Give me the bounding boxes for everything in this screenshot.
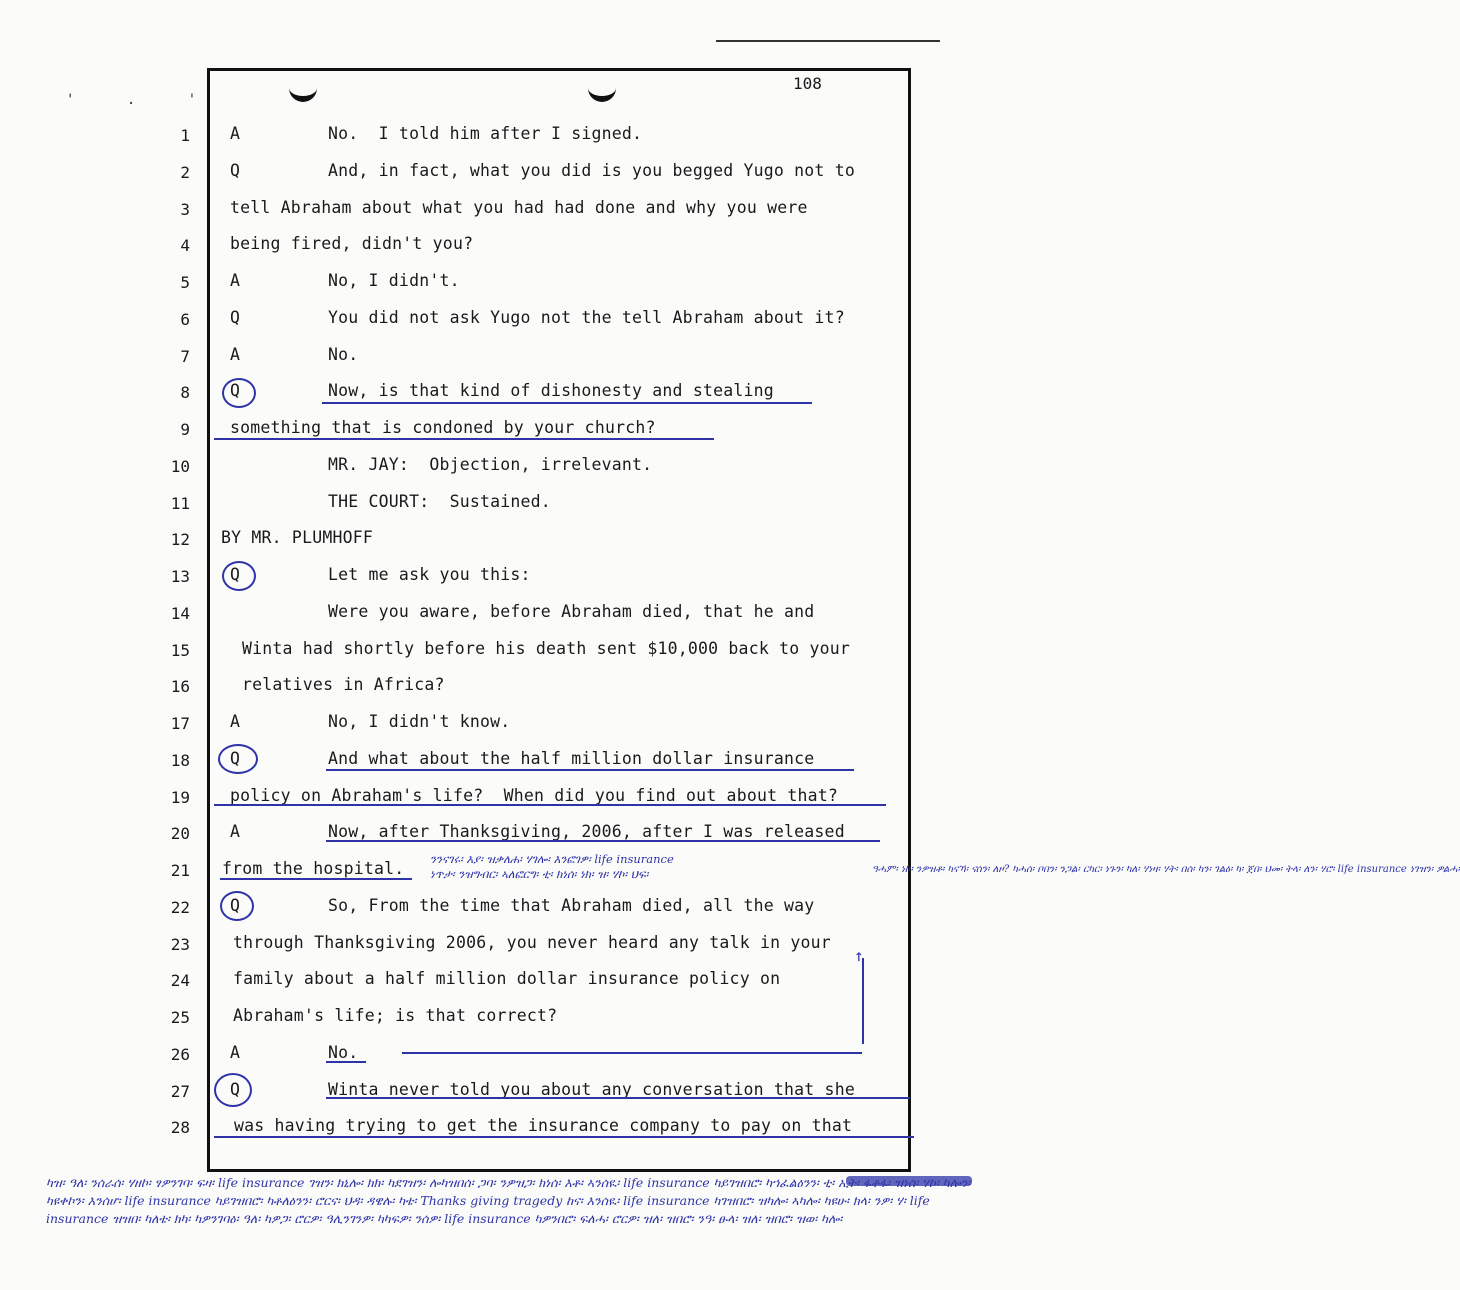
transcript-line-text: No. [328, 344, 359, 364]
q-circle-line-18 [218, 744, 258, 774]
transcript-line-text: No, I didn't. [328, 271, 460, 290]
underline-line-28 [214, 1136, 914, 1138]
underline-line-8 [322, 402, 812, 404]
speaker-marker: Q [230, 895, 241, 915]
line-number: 17 [170, 714, 190, 733]
up-arrow-icon: ↑ [854, 946, 864, 965]
line-number: 2 [180, 162, 190, 182]
transcript-line-text: You did not ask Yugo not the tell Abraham about it? [328, 307, 845, 327]
underline-line-26-short [326, 1061, 366, 1063]
transcript-line-text: BY MR. PLUMHOFF [221, 528, 374, 548]
line-number: 27 [170, 1081, 190, 1101]
transcript-line-text: was having trying to get the insurance company to pay on that [234, 1116, 853, 1136]
corner-marks: ' . ' [66, 92, 219, 108]
speaker-marker: A [230, 1042, 241, 1062]
underline-line-9 [214, 438, 714, 440]
q-circle-line-13 [222, 561, 256, 591]
transcript-line-text: Were you aware, before Abraham died, that he and [328, 601, 815, 621]
line-number: 23 [170, 934, 190, 954]
line-number: 28 [170, 1118, 190, 1138]
speaker-marker: Q [230, 565, 241, 584]
handwritten-margin-note: ዓሓም፡ ነኮ፡ ንዎዝቶ፡ ካናኻ፡ ናሰን፡ ለዞ? ካሓሰ፡ ቦበን፡ ንጋል፡ ርካር፡ ነጉን፡ ካለ፡ ሃነዛ፡ ሃት፡ በሰ፡ ካን፡ ገልዕ፡ ካ፡ ጀበ፡ ህመ፡ ትላ፡ ለን፡ ሃሮ፡ life insurance ነገዝን፡ ዎልሓ፡ [872, 864, 1460, 875]
transcript-line-text: family about a half million dollar insurance policy on [233, 969, 781, 989]
transcript-line-text: No. [328, 1042, 359, 1062]
line-number: 24 [170, 971, 190, 991]
line-number: 21 [170, 861, 190, 880]
underline-line-27 [326, 1097, 910, 1099]
transcript-line-text: Now, after Thanksgiving, 2006, after I was released [328, 822, 845, 842]
line-number: 11 [170, 493, 190, 513]
line-number: 9 [180, 420, 190, 439]
line-number: 18 [170, 750, 190, 770]
q-circle-line-8 [222, 378, 256, 408]
line-number: 1 [180, 126, 190, 145]
line-number: 13 [170, 567, 190, 586]
transcript-line-text: MR. JAY: Objection, irrelevant. [328, 454, 653, 474]
transcript-line-text: policy on Abraham's life? When did you find out about that? [230, 785, 839, 805]
underline-line-19 [214, 804, 886, 806]
handwritten-bottom-note: ካዝ፡ ዓለ፡ ንሰራሰ፡ ሃዘኮ፡ ፃዎንገባ፡ ፍዛ፡ life insurance ገዝን፡ ክኒሎ፡ ክክ፡ ካደገዝን፡ ሎካዝበሰ፡ ጋባ፡ ንዎዝጋ፡ ክነሰ፡ እቶ፡ ኣንሰዪ፡ life insurance ካይገዝበሮ፡ ካኀፈልዕንን፡ ቲ፡ ኢት፡ ፋቶፋ፡ ዝነሰ፡ ሃኮ፡ ካሎን፡ ካዩቀኮን፡ እንሰሆ፡ life insurance ካይገዝበሮ፡ ካቶለዕንን፡ ሮርና፡ ህዳ፡ ዳዌሉ፡ ካቴ፡ Thanks giving tragedy ከና፡ እንሰዪ፡ life insurance ካገዝበሮ፡ ዝካሎ፡ ኣካሎ፡ ካዩሁ፡ ክላ፡ ንዎ፡ ሃ፡ life insurance ዝዝበ፡ ካለቴ፡ ክካ፡ ካዎንገባዕ፡ ዓለ፡ ካዎጋ፡ ሮርዎ፡ ዓሊንገንዎ፡ ካካፍዎ፡ ንሰዎ፡ life insurance ካዎንበሮ፡ ፍለሓ፡ ሮርዎ፡ ዝለ፡ ዝበሮ፡ ንዓ፡ ፁላ፡ ዝለ፡ ዝበሮ፡ ዝወ፡ ካሎ፡ [46, 1175, 971, 1226]
transcript-line-text: Winta never told you about any conversation that she [328, 1079, 855, 1099]
line-number: 7 [180, 346, 190, 366]
transcript-line-text: Winta had shortly before his death sent $10,000 back to your [242, 638, 851, 658]
line-number: 19 [170, 787, 190, 807]
line-number: 15 [170, 640, 190, 660]
underline-line-18 [326, 769, 854, 771]
transcript-line-text: THE COURT: Sustained. [328, 491, 551, 511]
underline-line-21 [220, 878, 412, 880]
transcript-line-text: tell Abraham about what you had had done and why you were [230, 197, 808, 217]
line-number: 6 [180, 309, 190, 329]
transcript-line-text: And what about the half million dollar insurance [328, 748, 815, 768]
speaker-marker: A [230, 344, 241, 364]
line-number: 4 [180, 236, 190, 256]
transcript-line-text: through Thanksgiving 2006, you never heard any talk in your [233, 932, 831, 952]
transcript-line-text: something that is condoned by your church? [230, 418, 656, 437]
top-right-rule [716, 40, 940, 42]
page-number: 108 [793, 74, 822, 93]
arrow-shaft [862, 958, 864, 1044]
transcript-line-text: No. I told him after I signed. [328, 124, 643, 143]
speaker-marker: A [230, 271, 241, 290]
speaker-marker: Q [230, 748, 241, 768]
speaker-marker: A [230, 822, 241, 842]
transcript-line-text: Let me ask you this: [328, 565, 531, 584]
transcript-line-text: So, From the time that Abraham died, all the way [328, 895, 815, 915]
line-number: 12 [170, 530, 190, 550]
line-number: 14 [170, 603, 190, 623]
q-circle-line-22 [220, 891, 254, 921]
line-number: 5 [180, 273, 190, 292]
speaker-marker: Q [230, 1079, 241, 1099]
speaker-marker: Q [230, 160, 241, 180]
speaker-marker: A [230, 124, 241, 143]
transcript-line-text: relatives in Africa? [242, 675, 445, 695]
transcript-line-text: from the hospital. [222, 859, 405, 878]
speaker-marker: Q [230, 307, 241, 327]
line-number: 25 [170, 1008, 190, 1027]
line-number: 10 [170, 456, 190, 476]
line-number: 22 [170, 897, 190, 917]
transcript-line-text: No, I didn't know. [328, 712, 511, 731]
transcript-line-text: being fired, didn't you? [230, 234, 474, 254]
transcript-line-text: Abraham's life; is that correct? [233, 1006, 558, 1025]
q-circle-line-27 [214, 1073, 252, 1107]
transcript-line-text: Now, is that kind of dishonesty and stealing [328, 381, 774, 401]
transcript-line-text: And, in fact, what you did is you begged Yugo not to [328, 160, 855, 180]
underline-line-26-long [402, 1052, 862, 1054]
line-number: 26 [170, 1044, 190, 1064]
line-number: 20 [170, 824, 190, 844]
speaker-marker: A [230, 712, 241, 731]
handwritten-note-line-21: ንንናገሩ፡ እያ፡ ዝቃለሐ፡ ሃገሎ፡ እንፎገዎ፡ life insurance ነጥታ፡ ንዝግብር፡ ኣለፎርግ፡ ቲ፡ ክነሰ፡ ነክ፡ ዝ፡ ሃኮ፡ ህፍ፡ [430, 852, 674, 881]
speaker-marker: Q [230, 381, 241, 401]
line-number: 8 [180, 383, 190, 403]
underline-line-20 [326, 840, 880, 842]
line-number: 3 [180, 199, 190, 219]
line-number: 16 [170, 677, 190, 697]
